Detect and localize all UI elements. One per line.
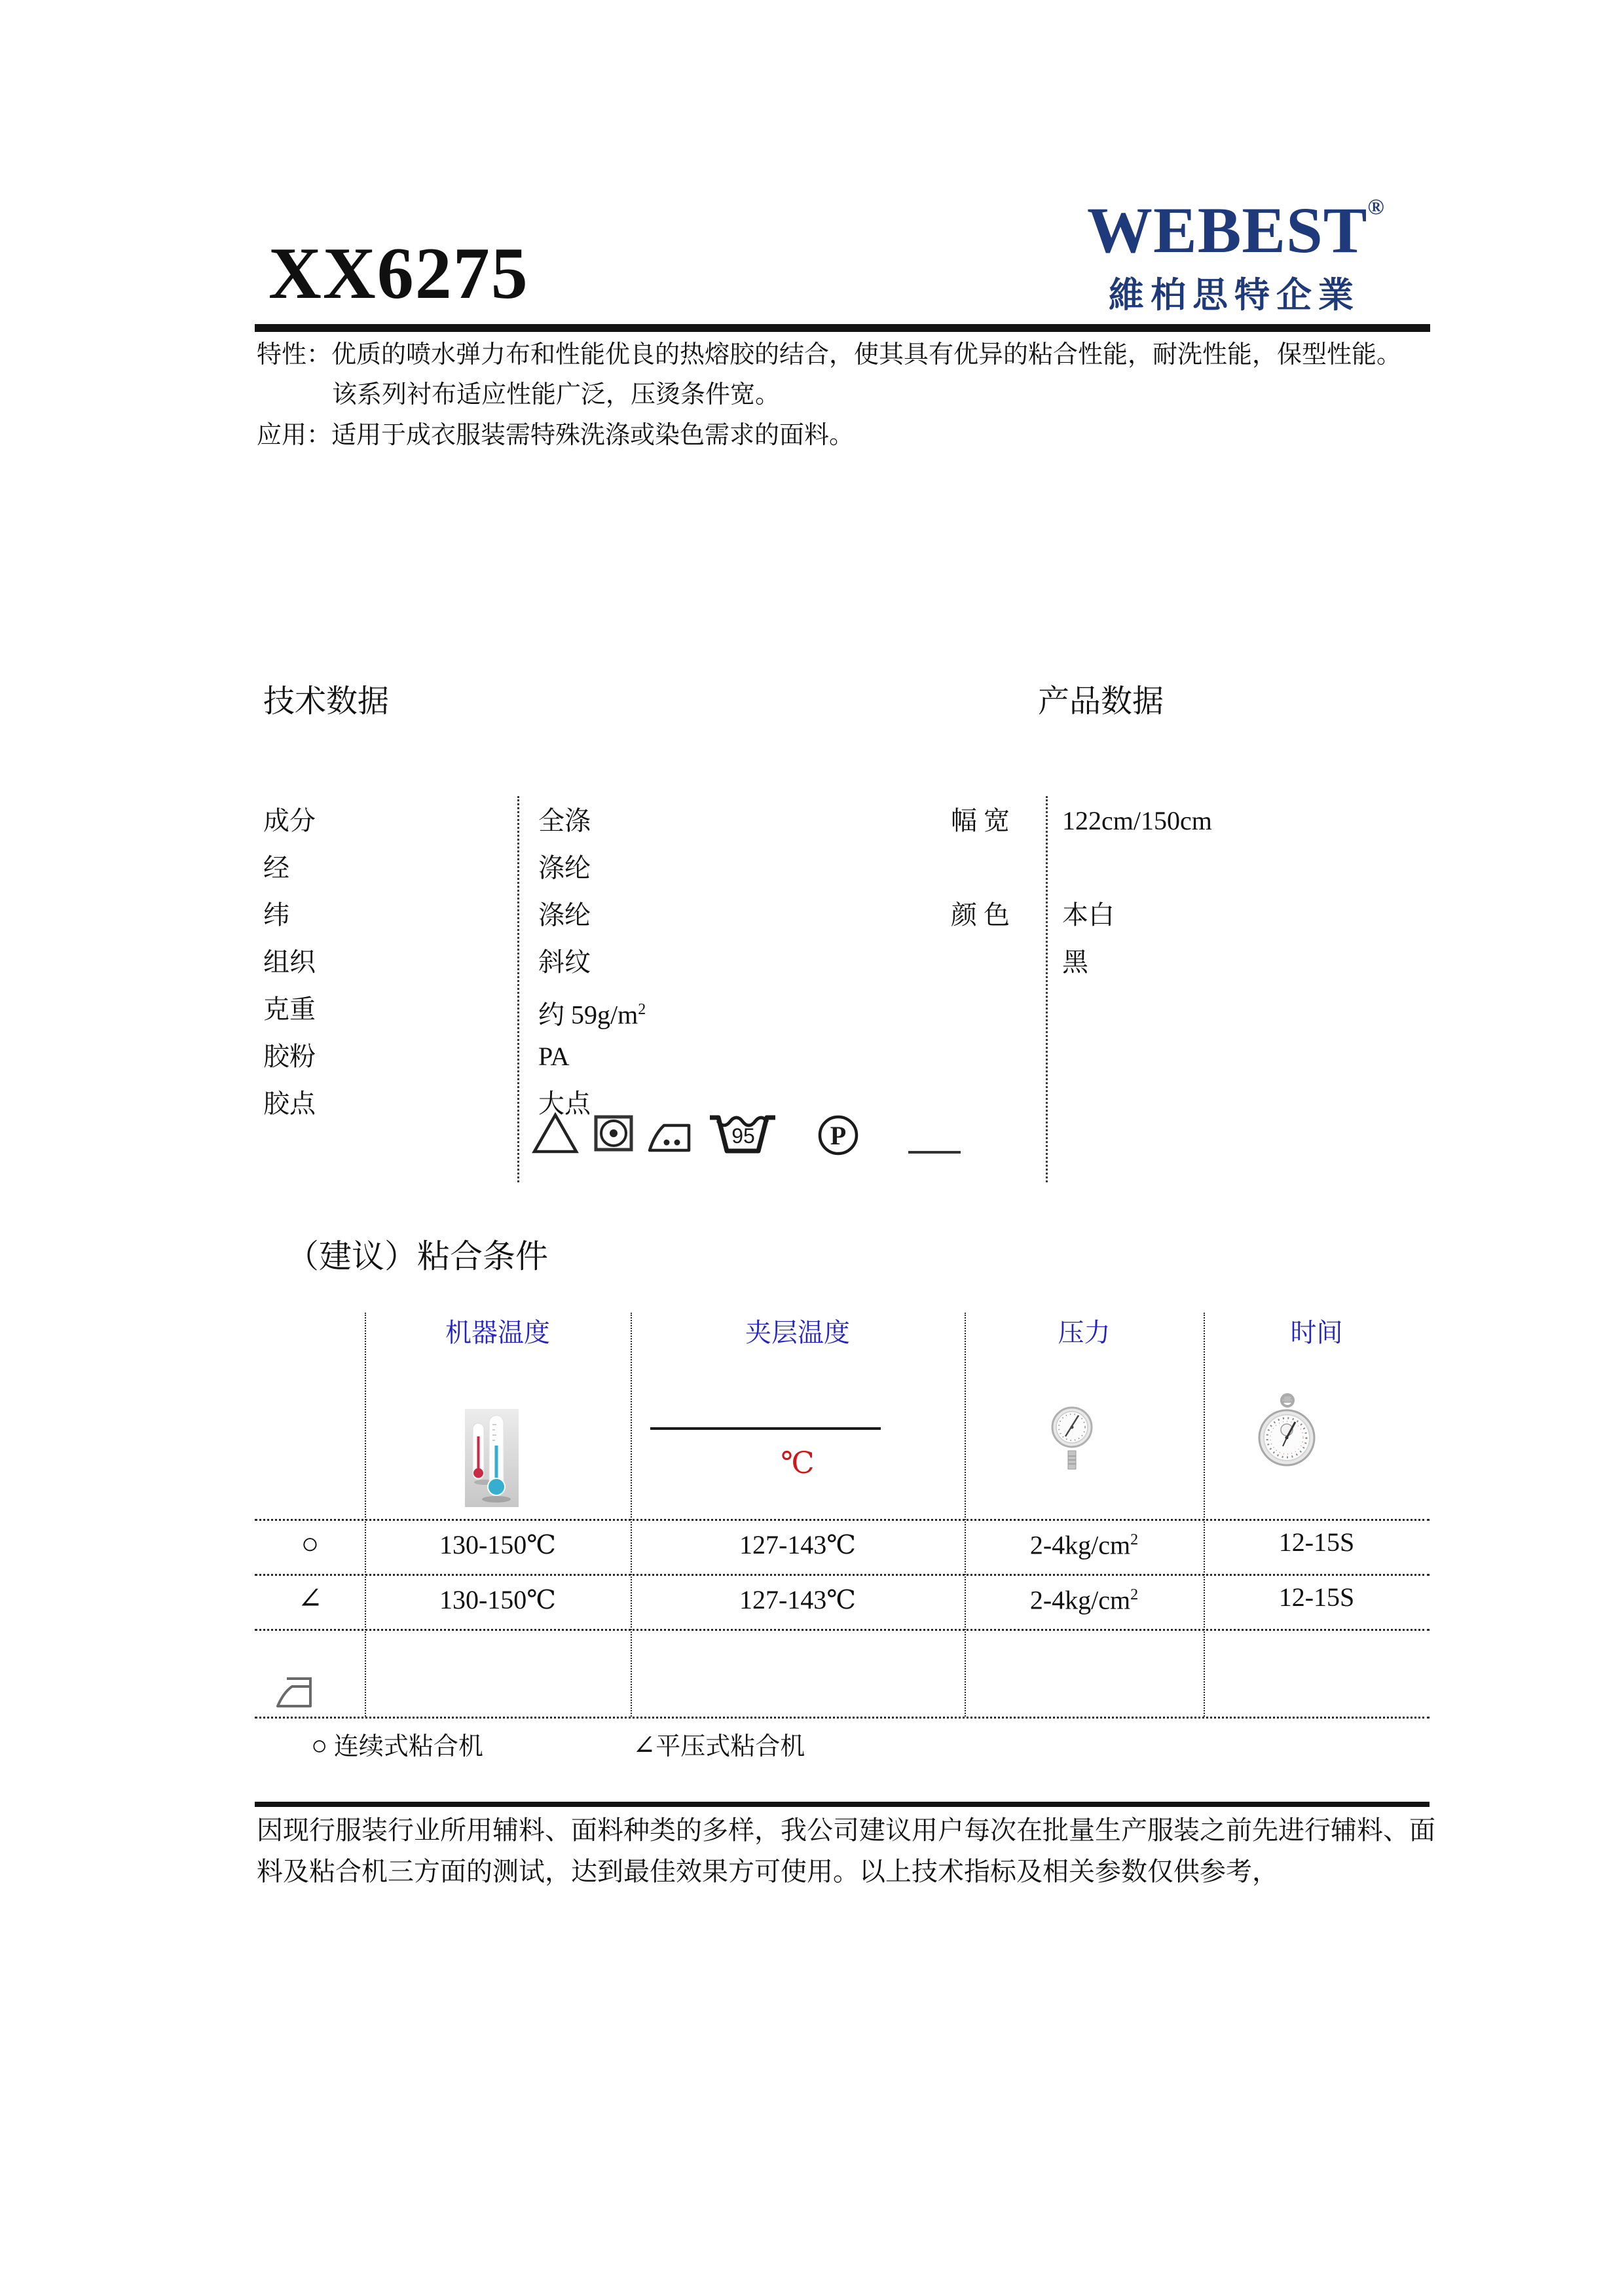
brand-wordmark <box>1087 194 1385 266</box>
dry-flat-line-icon <box>908 1151 961 1154</box>
spec-label: 克重 <box>263 994 316 1024</box>
weight-sup: 2 <box>638 1001 646 1018</box>
page-title: XX6275 <box>268 233 529 314</box>
legend-continuous-machine <box>311 1730 483 1762</box>
bonding-row-divider-2 <box>255 1574 1430 1576</box>
spec-value <box>538 989 646 1036</box>
celsius-symbol: ℃ <box>781 1446 815 1480</box>
registered-mark: ® <box>1367 195 1385 219</box>
legend-flat-press-machine <box>633 1730 805 1762</box>
row2-machine-temp: 130-150℃ <box>439 1585 557 1614</box>
application-text: 适用于成衣服装需特殊洗涤或染色需求的面料。 <box>331 422 855 449</box>
circle-symbol: ○ <box>311 1731 328 1761</box>
spec-label: 纬 <box>263 900 289 930</box>
spec-value: 大点 <box>538 1089 591 1118</box>
legend-label-2: 平压式粘合机 <box>655 1733 805 1760</box>
footer-text-line-2: 料及粘合机三方面的测试，达到最佳效果方可使用。以上技术指标及相关参数仅供参考， <box>257 1857 1278 1886</box>
footer-divider <box>255 1802 1430 1807</box>
spec-label: 经 <box>263 853 289 883</box>
col-header-time: 时间 <box>1290 1318 1343 1347</box>
color-value-1: 本白 <box>1062 900 1115 930</box>
row2-machine-symbol: ∠ <box>297 1582 323 1615</box>
spec-value: 涤纶 <box>538 853 591 883</box>
bleach-triangle-icon <box>532 1112 579 1155</box>
row1-pressure-sup: 2 <box>1130 1531 1139 1548</box>
weight-value: 约 59g/m <box>538 1000 638 1030</box>
pressure-gauge-image <box>1051 1396 1093 1476</box>
bonding-row-divider-3 <box>255 1629 1430 1631</box>
tech-table-divider <box>517 796 519 1182</box>
row1-machine-symbol: ○ <box>301 1527 320 1560</box>
bonding-col-divider-2 <box>631 1313 632 1717</box>
spec-label: 成分 <box>263 806 316 835</box>
layer-temp-line <box>650 1427 881 1430</box>
product-data-title: 产品数据 <box>1038 684 1164 719</box>
feature-label: 特性： <box>257 341 332 369</box>
footer-text-line-1: 因现行服装行业所用辅料、面料种类的多样，我公司建议用户每次在批量生产服装之前先进行辅料、面 <box>257 1815 1435 1845</box>
bonding-row-divider-4 <box>255 1717 1430 1719</box>
bonding-col-divider-4 <box>1204 1313 1205 1717</box>
feature-line-2: 该系列衬布适应性能广泛，压烫条件宽。 <box>332 381 781 409</box>
product-table-divider <box>1046 796 1048 1182</box>
spec-value: 涤纶 <box>538 900 591 930</box>
spec-value: 全涤 <box>538 806 591 835</box>
feature-text-1: 优质的喷水弹力布和性能优良的热熔胶的结合，使其具有优异的粘合性能，耐洗性能，保型性能。 <box>331 341 1402 369</box>
company-name-cn: 維柏思特企業 <box>1109 276 1360 315</box>
row1-machine-temp: 130-150℃ <box>439 1530 557 1559</box>
row2-pressure <box>965 1575 1204 1620</box>
wash-temp-text: 95 <box>731 1124 755 1148</box>
thermometer-image <box>465 1409 519 1507</box>
width-value: 122cm/150cm <box>1062 806 1212 835</box>
width-label: 幅 宽 <box>951 806 1010 835</box>
stopwatch-image <box>1257 1392 1316 1469</box>
row2-layer-temp: 127-143℃ <box>739 1585 857 1614</box>
iron-two-dots-icon <box>647 1116 692 1154</box>
row1-layer-temp: 127-143℃ <box>739 1530 857 1559</box>
tumble-dry-icon <box>594 1114 633 1152</box>
brand-name: WEBEST <box>1087 194 1368 266</box>
wash-95-icon <box>707 1112 778 1156</box>
dry-clean-letter: P <box>830 1121 847 1150</box>
row1-time: 12-15S <box>1278 1527 1355 1557</box>
spec-label: 胶粉 <box>263 1042 316 1071</box>
color-label: 颜 色 <box>951 900 1010 930</box>
tech-data-title: 技术数据 <box>263 684 390 719</box>
row1-pressure-value: 2-4kg/cm <box>1029 1530 1131 1560</box>
spec-value: PA <box>538 1042 570 1071</box>
col-header-layer-temp: 夹层温度 <box>745 1318 850 1347</box>
care-symbols-row <box>532 1112 984 1171</box>
spec-label: 组织 <box>263 947 316 977</box>
bonding-row-divider-1 <box>255 1519 1430 1521</box>
dry-clean-p-icon <box>817 1114 859 1156</box>
application-label: 应用： <box>257 422 332 449</box>
application-line <box>257 421 854 451</box>
legend-label-1: 连续式粘合机 <box>333 1733 483 1760</box>
row2-pressure-sup: 2 <box>1130 1586 1139 1603</box>
feature-line-1 <box>257 340 1401 371</box>
row1-pressure <box>965 1520 1204 1565</box>
angle-symbol: ∠ <box>633 1731 656 1761</box>
bonding-col-divider-1 <box>365 1313 366 1717</box>
header-divider <box>255 324 1430 332</box>
row2-time: 12-15S <box>1278 1582 1355 1612</box>
spec-value: 斜纹 <box>538 947 591 977</box>
spec-label: 胶点 <box>263 1089 316 1118</box>
row2-pressure-value: 2-4kg/cm <box>1029 1585 1131 1615</box>
bonding-conditions-title: （建议）粘合条件 <box>286 1238 548 1275</box>
company-logo <box>1087 194 1385 318</box>
col-header-pressure: 压力 <box>1058 1318 1111 1347</box>
bonding-col-divider-3 <box>965 1313 966 1717</box>
color-value-2: 黑 <box>1062 947 1088 977</box>
col-header-machine-temp: 机器温度 <box>445 1318 550 1347</box>
hand-iron-icon <box>274 1673 316 1710</box>
